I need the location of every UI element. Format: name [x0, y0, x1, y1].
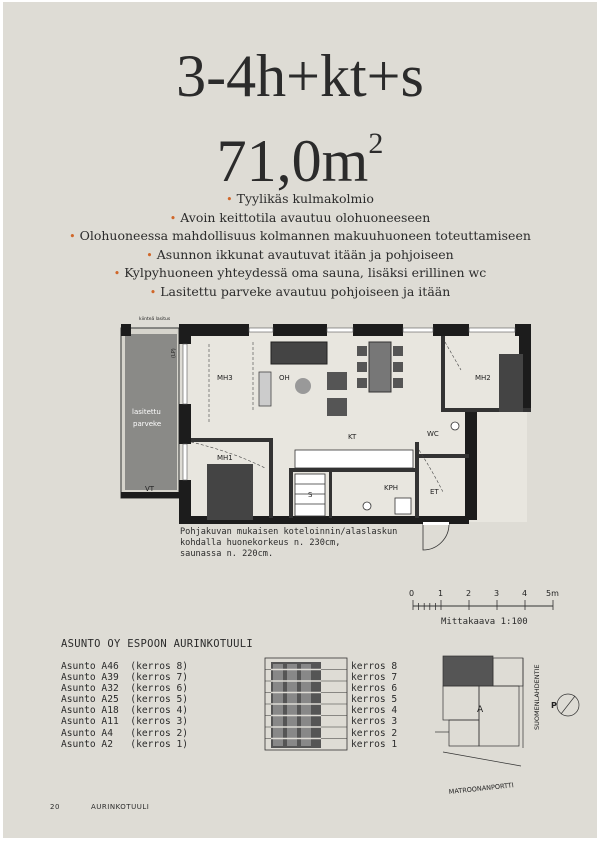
feature-item: • Avoin keittotila avautuu olohuoneeseen	[169, 209, 431, 225]
feature-item: • Kylpyhuoneen yhteydessä oma sauna, lisäksi erillinen wc	[113, 265, 487, 281]
feature-item: • Tyylikäs kulmakolmio	[226, 191, 374, 206]
apartment-type-title: 3-4h+kt+s	[176, 43, 424, 109]
floor-diagram	[265, 658, 347, 750]
scale-tick: 3	[494, 589, 500, 598]
floor-labels	[351, 661, 397, 750]
apartment-row: Asunto A32 (kerros 6)	[61, 683, 189, 695]
page-number: 20	[50, 803, 60, 811]
apartment-row: Asunto A25 (kerros 5)	[61, 694, 189, 706]
footer-project-name: AURINKOTUULI	[91, 803, 150, 811]
fixed-glazing-label: kiinteä lasitus	[139, 317, 171, 322]
floor-label: kerros 1	[351, 738, 398, 750]
floor-label: kerros 8	[351, 661, 398, 672]
street-suomenlahdentie: SUOMENLAHDENTIE	[533, 664, 541, 730]
bullet-dot-icon: •	[146, 248, 153, 262]
company-name: ASUNTO OY ESPOON AURINKOTUULI	[61, 638, 254, 650]
room-vt: VT	[145, 485, 155, 493]
room-wc: WC	[427, 430, 439, 438]
feature-item: • Lasitettu parveke avautuu pohjoiseen ja itään	[149, 283, 451, 299]
scale-tick: 5m	[546, 589, 559, 598]
floor-label: kerros 3	[351, 716, 398, 728]
bullet-dot-icon: •	[113, 267, 121, 281]
feature-item: • Olohuoneessa mahdollisuus kolmannen makuuhuoneen toteuttamiseen	[69, 228, 531, 244]
bullet-dot-icon: •	[149, 285, 157, 299]
room-mh1: MH1	[217, 454, 233, 462]
ceiling-height-note: Pohjakuvan mukaisen koteloinnin/alaslaskun kohdalla huonekorkeus n. 230cm, saunassa n. 220cm.	[180, 527, 398, 559]
bullet-dot-icon: •	[69, 230, 76, 244]
brochure-page	[3, 2, 597, 838]
scale-bar	[409, 589, 559, 610]
floor-label: kerros 4	[351, 705, 398, 717]
area-unit-sup: 2	[368, 127, 384, 160]
room-mh3: MH3	[217, 374, 233, 382]
street-matroonanportti: MATROONANPORTTI	[448, 781, 515, 796]
room-et: ET	[430, 488, 439, 496]
room-mh2: MH2	[475, 374, 491, 382]
feature-item: • Asunnon ikkunat avautuvat itään ja pohjoiseen	[146, 246, 454, 262]
room-oh: OH	[279, 374, 290, 382]
floor-label: kerros 7	[351, 672, 398, 684]
floor-label: kerros 6	[351, 683, 398, 695]
apartment-row: Asunto A4 (kerros 2)	[61, 727, 189, 739]
floor-label: kerros 2	[351, 727, 398, 739]
apartment-row: Asunto A39 (kerros 7)	[61, 672, 189, 684]
apartment-list	[61, 661, 188, 750]
balcony-label-2: parveke	[133, 420, 162, 428]
apartment-row: Asunto A46 (kerros 8)	[61, 661, 189, 672]
room-kph: KPH	[384, 484, 399, 492]
room-s: S	[308, 491, 313, 499]
scale-tick: 4	[522, 589, 528, 598]
north-arrow-label: P	[551, 701, 557, 710]
bullet-dot-icon: •	[169, 211, 177, 225]
apartment-row: Asunto A11 (kerros 3)	[61, 716, 189, 728]
scale-label: Mittakaava 1:100	[441, 617, 528, 627]
apartment-row: Asunto A18 (kerros 4)	[61, 705, 189, 717]
floor-label: kerros 5	[351, 694, 398, 706]
balcony-label-1: lasitettu	[132, 408, 161, 416]
site-block-a: A	[477, 705, 484, 715]
apartment-row: Asunto A2 (kerros 1)	[61, 738, 189, 750]
bullet-dot-icon: •	[226, 193, 233, 206]
scale-tick: 0	[409, 589, 415, 598]
scale-tick: 1	[438, 589, 444, 598]
site-plan	[435, 656, 579, 766]
room-kt: KT	[348, 433, 357, 441]
lp-label: (LP)	[171, 348, 177, 358]
scale-tick: 2	[466, 589, 472, 598]
area-value: 71,0m	[216, 128, 369, 194]
